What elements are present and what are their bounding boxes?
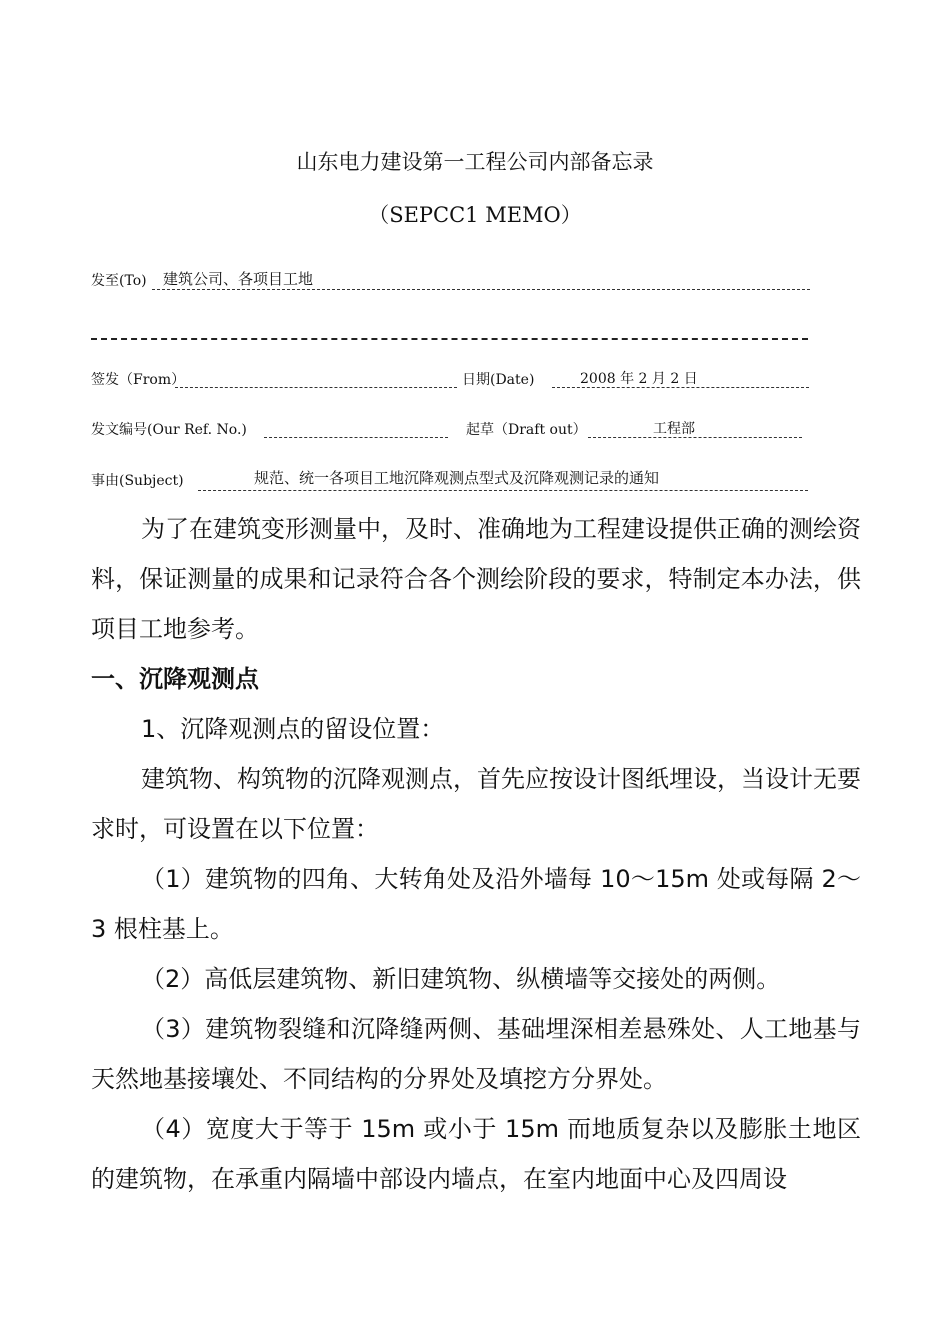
date-label: 日期(Date) — [462, 372, 535, 388]
date-underline — [552, 387, 809, 388]
memo-body — [91, 504, 861, 1204]
section-heading-settlement-points: 一、沉降观测点 — [91, 665, 259, 693]
list-item-4: （4）宽度大于等于 15m 或小于 15m 而地质复杂以及膨胀土地区的建筑物，在承重内隔墙中部设内墙点，在室内地面中心及四周设 — [91, 1115, 861, 1193]
draft-underline — [588, 437, 802, 438]
paragraph-1: 建筑物、构筑物的沉降观测点，首先应按设计图纸埋设，当设计无要求时，可设置在以下位置： — [91, 765, 861, 843]
to-value: 建筑公司、各项目工地 — [163, 270, 314, 288]
to-underline — [152, 289, 810, 290]
to-label: 发至(To) — [91, 273, 147, 289]
memo-title-en: （SEPCC1 MEMO） — [368, 203, 582, 227]
list-item-1: （1）建筑物的四角、大转角处及沿外墙每 10～15m 处或每隔 2～3 根柱基上。 — [91, 865, 861, 943]
ref-label: 发文编号(Our Ref. No.) — [91, 422, 247, 438]
to-second-line — [91, 338, 808, 340]
list-item-3: （3）建筑物裂缝和沉降缝两侧、基础埋深相差悬殊处、人工地基与天然地基接壤处、不同结构的分界处及填挖方分界处。 — [91, 1015, 861, 1093]
date-value: 2008 年 2 月 2 日 — [580, 371, 698, 387]
from-underline — [175, 387, 457, 388]
subject-value: 规范、统一各项目工地沉降观测点型式及沉降观测记录的通知 — [254, 469, 660, 487]
draft-label: 起草（Draft out） — [466, 422, 587, 438]
memo-title-cn: 山东电力建设第一工程公司内部备忘录 — [296, 150, 654, 174]
list-item-2: （2）高低层建筑物、新旧建筑物、纵横墙等交接处的两侧。 — [141, 965, 781, 993]
intro-paragraph: 为了在建筑变形测量中，及时、准确地为工程建设提供正确的测绘资料，保证测量的成果和记录符合各个测绘阶段的要求，特制定本办法，供项目工地参考。 — [91, 515, 861, 643]
subsection-1: 1、沉降观测点的留设位置： — [141, 715, 445, 743]
from-label: 签发（From） — [91, 372, 186, 388]
ref-underline — [264, 437, 448, 438]
draft-value: 工程部 — [653, 421, 695, 437]
subject-underline — [198, 490, 808, 491]
subject-label: 事由(Subject) — [91, 473, 184, 489]
